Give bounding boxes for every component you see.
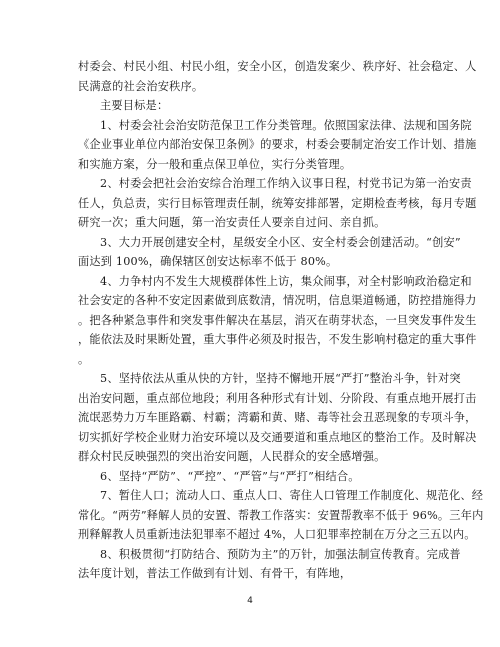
- text-line: 。: [78, 352, 90, 366]
- text-line: 刑释解教人员重新违法犯罪率不超过 4%，人口犯罪率控制在万分之三五以内。: [78, 528, 476, 541]
- document-body: [78, 57, 484, 584]
- text-line: 村委会、村民小组、村民小组，安全小区，创造发案少、秩序好、社会稳定、人: [78, 60, 477, 73]
- text-line: 6、坚持“严防”、“严控”、“严管”与“严打”相结合。: [100, 469, 360, 483]
- section-heading: 主要目标是：: [100, 99, 169, 112]
- text-line: 3、大力开展创建安全村，星级安全小区、安全村委会创建活动。“创安”: [100, 235, 461, 249]
- text-line: 《企业事业单位内部治安保卫条例》的要求，村委会要制定治安工作计划、措施: [78, 138, 477, 151]
- text-line: 任人，负总责，实行目标管理责任制，统筹安排部署，定期检查考核，每月专题: [78, 196, 477, 210]
- text-line: 群众村民反映强烈的突出治安问题，人民群众的安全感增强。: [78, 450, 386, 463]
- page-number: 4: [247, 596, 253, 606]
- text-line: 1、村委会社会治安防范保卫工作分类管理。依照国家法律、法规和国务院: [100, 118, 472, 132]
- text-line: 5、坚持依法从重从快的方针，坚持不懈地开展“严打”整治斗争，针对突: [100, 372, 461, 385]
- text-line: 和实施方案，分一般和重点保卫单位，实行分类管理。: [78, 157, 352, 171]
- text-line: 常化。“两劳”释解人员的安置、帮教工作落实：安置帮教率不低于 96%。三年内: [78, 508, 484, 522]
- text-line: 法年度计划，普法工作做到有计划、有骨干，有阵地，: [78, 567, 352, 580]
- text-line: 社会安定的各种不安定因素做到底数清，情况明，信息渠道畅通，防控措施得力: [78, 294, 477, 307]
- text-line: 研究一次；重大问题，第一治安责任人要亲自过问、亲自抓。: [78, 216, 386, 229]
- text-line: 4、力争村内不发生大规模群体性上访，集众闹事，对全村影响政治稳定和: [100, 274, 472, 288]
- text-line: 民满意的社会治安秩序。: [78, 79, 204, 93]
- text-line: 流氓恶势力万车匪路霸、村霸；湾霸和黄、赌、毒等社会丑恶现象的专项斗争，: [78, 411, 477, 424]
- text-line: 出治安问题，重点部位地段；利用各种形式有计划、分阶段、有重点地开展打击: [78, 391, 477, 405]
- text-line: 。把各种紧急事件和突发事件解决在基层，消灭在萌芽状态，一旦突发事件发生: [78, 313, 477, 327]
- text-line: 切实抓好学校企业财力治安环境以及交通要道和重点地区的整治工作。及时解决: [78, 430, 477, 444]
- text-line: 8、积极贯彻“打防结合、预防为主”的万针，加强法制宣传教育。完成普: [100, 547, 461, 561]
- text-line: 面达到 100%，确保辖区创安达标率不低于 80%。: [78, 255, 338, 268]
- text-line: 7、暂住人口；流动人口、重点人口、寄住人口管理工作制度化、规范化、经: [100, 489, 484, 502]
- text-line: 2、村委会把社会治安综合治理工作纳入议事日程，村党书记为第一治安责: [100, 177, 472, 190]
- text-line: ，能依法及时果断处置，重大事件必须及时报告，不发生影响村稳定的重大事件: [78, 333, 477, 346]
